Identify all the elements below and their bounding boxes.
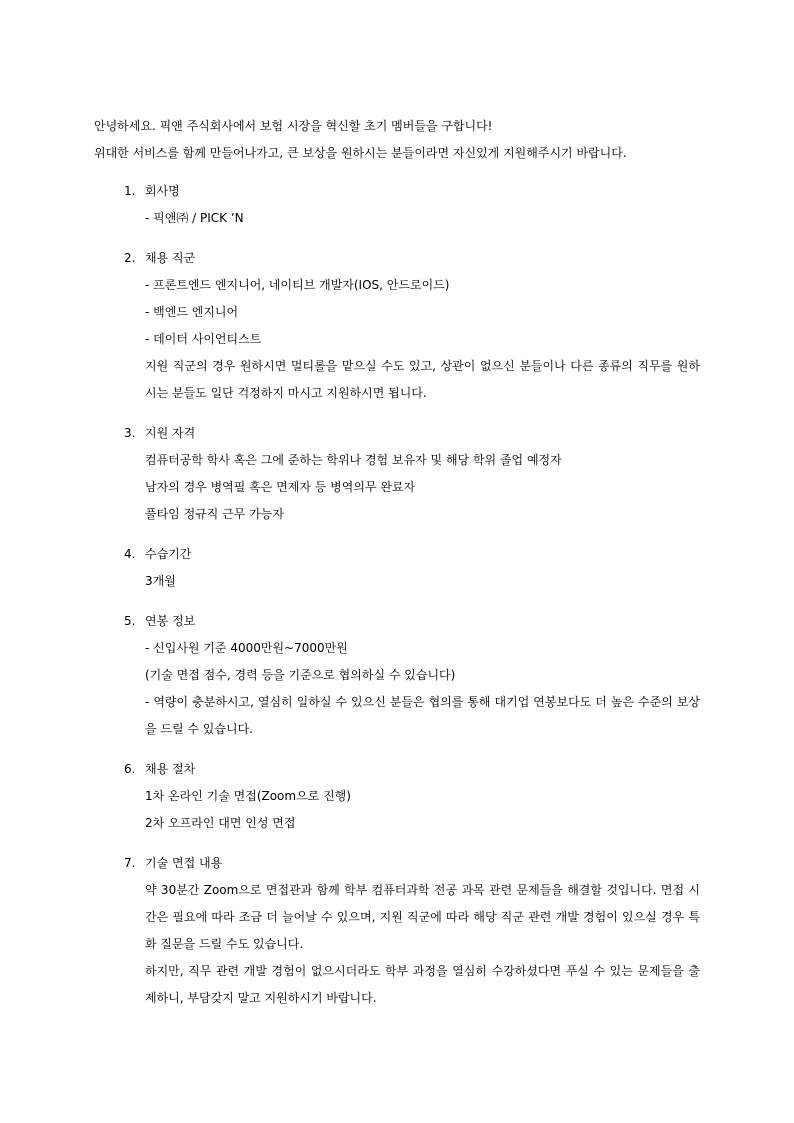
section-interview-details [94, 850, 700, 1012]
section-title: 회사명 [145, 184, 180, 198]
section-probation [94, 541, 700, 595]
section-line: 컴퓨터공학 학사 혹은 그에 준하는 학위나 경험 보유자 및 해당 학위 졸업 예정자 [145, 453, 562, 467]
section-job-positions [94, 245, 700, 407]
section-number: 3. [124, 426, 136, 440]
section-line: - 픽앤㈜ / PICK ’N [145, 211, 244, 225]
section-paragraph: 약 30분간 Zoom으로 면접관과 함께 학부 컴퓨터과학 전공 과목 관련 문제들을 해결할 것입니다. 면접 시간은 필요에 따라 조금 더 늘어날 수 있으며, 지원 직군에 따라 해당 직군 관련 개발 경험이 있으실 경우 특화 질문을 드릴 수도 있습니다. [145, 883, 700, 951]
section-hiring-process [94, 756, 700, 837]
section-line: (기술 면접 점수, 경력 등을 기준으로 협의하실 수 있습니다) [145, 668, 456, 682]
section-number: 5. [124, 614, 136, 628]
section-line: - 데이터 사이언티스트 [145, 332, 262, 346]
document-body [94, 113, 700, 1012]
section-number: 7. [124, 856, 136, 870]
section-qualifications [94, 420, 700, 528]
section-title: 채용 직군 [145, 251, 196, 265]
section-line: 풀타임 정규직 근무 가능자 [145, 507, 284, 521]
section-number: 2. [124, 251, 136, 265]
intro-invitation: 위대한 서비스를 함께 만들어나가고, 큰 보상을 원하시는 분들이라면 자신있게 지원해주시기 바랍니다. [94, 146, 627, 160]
section-line: - 신입사원 기준 4000만원~7000만원 [145, 641, 348, 655]
section-title: 연봉 정보 [145, 614, 196, 628]
section-title: 수습기간 [145, 547, 192, 561]
section-line: - 프론트엔드 엔지니어, 네이티브 개발자(IOS, 안드로이드) [145, 278, 450, 292]
section-paragraph: 지원 직군의 경우 원하시면 멀티롤을 맡으실 수도 있고, 상관이 없으신 분들이나 다른 종류의 직무를 원하시는 분들도 일단 걱정하지 마시고 지원하시면 됩니다. [145, 359, 700, 400]
section-line: - 백엔드 엔지니어 [145, 305, 239, 319]
section-number: 6. [124, 762, 136, 776]
section-salary [94, 608, 700, 743]
section-line: 남자의 경우 병역필 혹은 면제자 등 병역의무 완료자 [145, 480, 416, 494]
section-number: 4. [124, 547, 136, 561]
section-title: 기술 면접 내용 [145, 856, 223, 870]
section-title: 지원 자격 [145, 426, 196, 440]
section-company-name [94, 178, 700, 232]
intro-greeting: 안녕하세요. 픽앤 주식회사에서 보험 시장을 혁신할 초기 멤버들을 구합니다! [94, 119, 493, 133]
section-line: 1차 온라인 기술 면접(Zoom으로 진행) [145, 789, 351, 803]
section-paragraph: 하지만, 직무 관련 개발 경험이 없으시더라도 학부 과정을 열심히 수강하셨다면 푸실 수 있는 문제들을 출제하니, 부담갖지 말고 지원하시기 바랍니다. [145, 964, 700, 1005]
section-line: 3개월 [145, 574, 176, 588]
section-paragraph: - 역량이 충분하시고, 열심히 일하실 수 있으신 분들은 협의를 통해 대기업 연봉보다도 더 높은 수준의 보상을 드릴 수 있습니다. [145, 695, 700, 736]
section-title: 채용 절차 [145, 762, 196, 776]
section-number: 1. [124, 184, 136, 198]
section-line: 2차 오프라인 대면 인성 면접 [145, 816, 296, 830]
